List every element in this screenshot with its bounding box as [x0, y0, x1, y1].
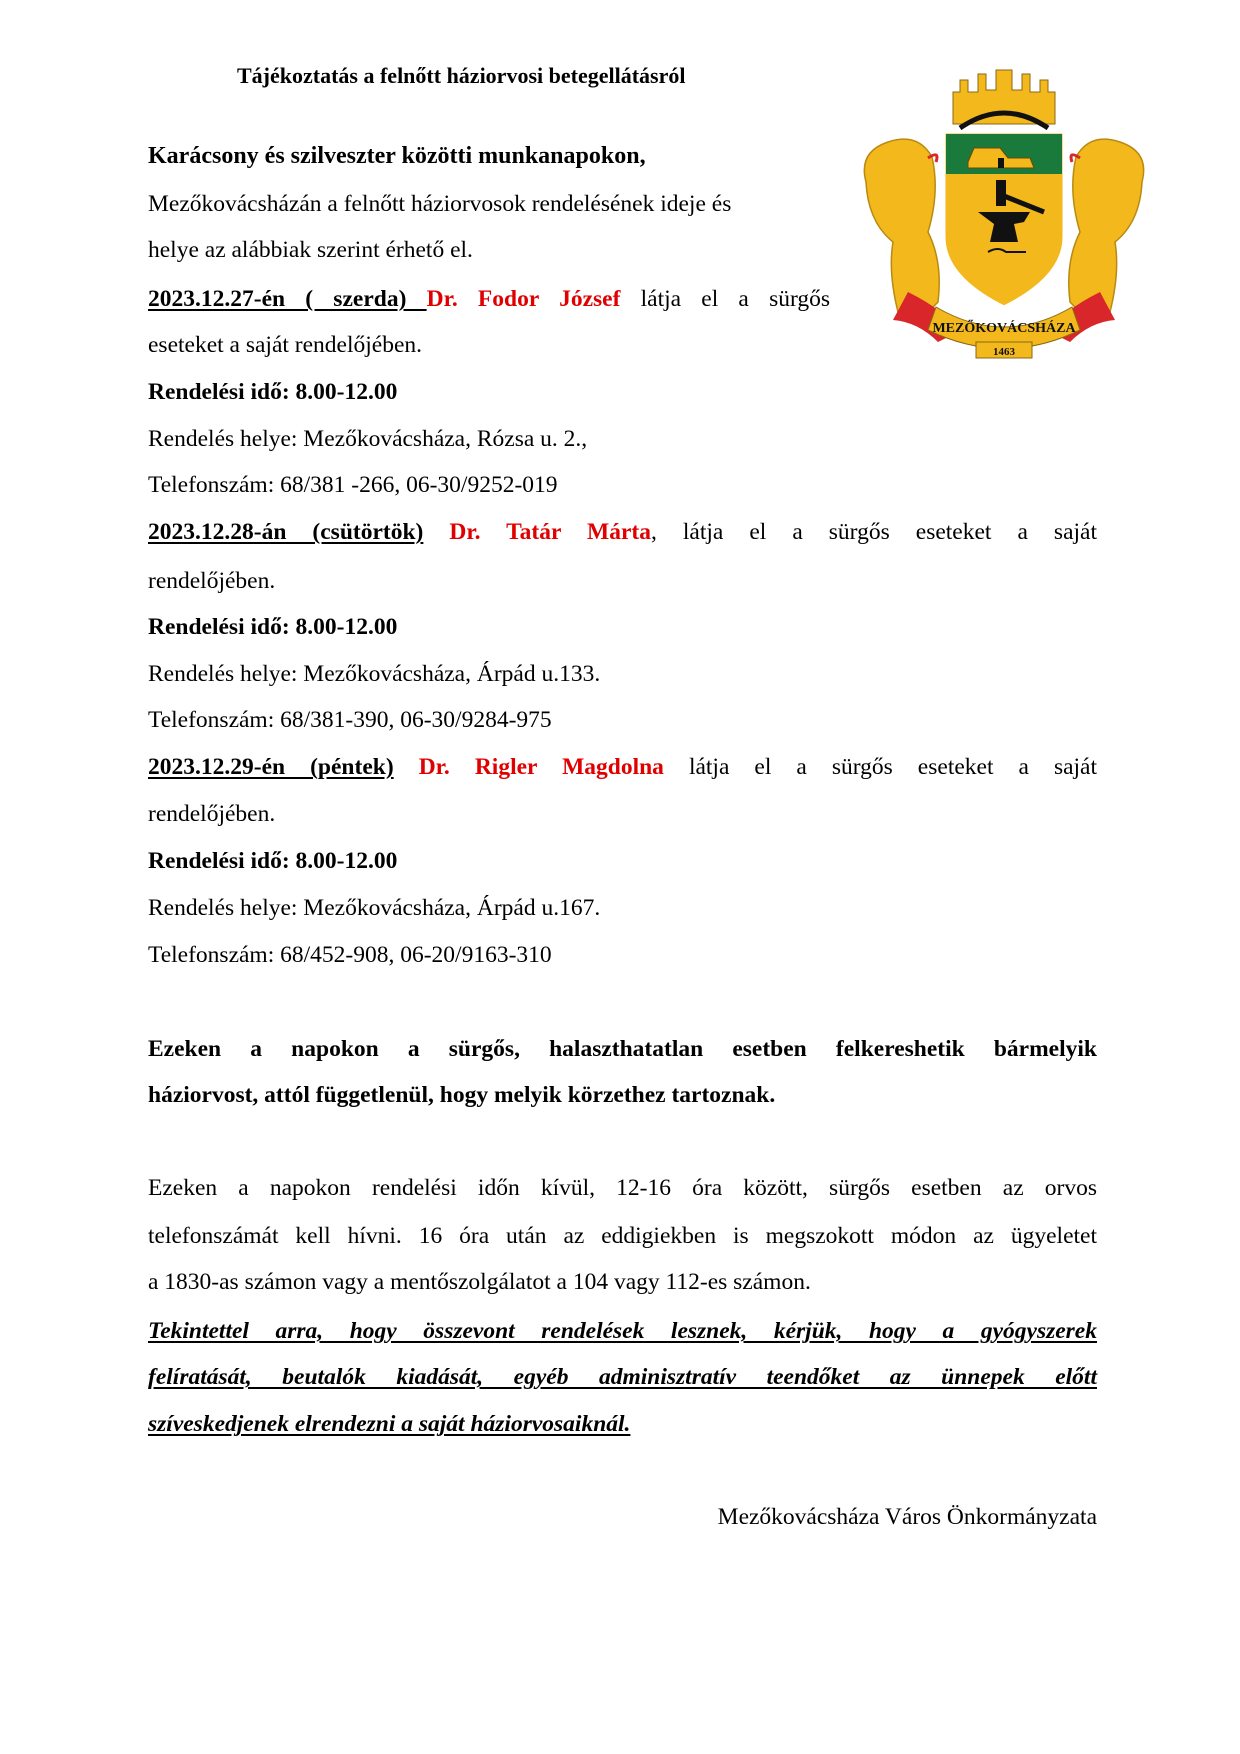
- doctor-name: Dr. Tatár Márta: [449, 519, 651, 545]
- office-hours: Rendelési idő: 8.00-12.00: [148, 379, 398, 405]
- intro-line: Mezőkovácsházán a felnőtt háziorvosok rendelésének ideje és: [148, 191, 732, 217]
- notice-line: szíveskedjenek elrendezni a saját háziorvosaiknál.: [148, 1411, 631, 1437]
- doctor-name: Dr. Fodor József: [426, 286, 621, 312]
- urgent-paragraph-line: háziorvost, attól függetlenül, hogy melyik körzethez tartoznak.: [148, 1082, 776, 1108]
- day-text-cont: rendelőjében.: [148, 568, 276, 594]
- notice-line: felíratását, beutalók kiadását, egyéb adminisztratív teendőket az ünnepek előtt: [148, 1364, 1097, 1390]
- info-paragraph-line: a 1830-as számon vagy a mentőszolgálatot a 104 vagy 112-es számon.: [148, 1269, 811, 1295]
- day-text: látja el a sürgős eseteket a saját: [663, 754, 1098, 780]
- day-date: 2023.12.27-én ( szerda): [148, 286, 427, 312]
- day-date: 2023.12.29-én (péntek): [148, 754, 394, 780]
- page-title: Tájékoztatás a felnőtt háziorvosi betegellátásról: [237, 63, 686, 88]
- info-paragraph-line: telefonszámát kell hívni. 16 óra után az eddigiekben is megszokott módon az ügyeletet: [148, 1223, 1097, 1249]
- doctor-name: Dr. Rigler Magdolna: [418, 754, 664, 780]
- signature: Mezőkovácsháza Város Önkormányzata: [717, 1504, 1097, 1530]
- day-text-cont: rendelőjében.: [148, 801, 276, 827]
- day-entry-heading: [148, 517, 1097, 547]
- office-phone: Telefonszám: 68/381 -266, 06-30/9252-019: [148, 472, 558, 498]
- coat-of-arms-icon: [848, 62, 1160, 362]
- day-text-cont: eseteket a saját rendelőjében.: [148, 332, 423, 358]
- section-heading: Karácsony és szilveszter közötti munkanapokon,: [148, 143, 646, 169]
- day-date: 2023.12.28-án (csütörtök): [148, 519, 424, 545]
- office-phone: Telefonszám: 68/452-908, 06-20/9163-310: [148, 942, 552, 968]
- logo-banner-text: MEZŐKOVÁCSHÁZA: [932, 321, 1076, 336]
- office-phone: Telefonszám: 68/381-390, 06-30/9284-975: [148, 707, 552, 733]
- intro-line: helye az alábbiak szerint érhető el.: [148, 237, 473, 263]
- day-text: , látja el a sürgős eseteket a saját: [650, 519, 1097, 545]
- notice-line: Tekintettel arra, hogy összevont rendelések lesznek, kérjük, hogy a gyógyszerek: [148, 1318, 1097, 1344]
- logo-year: 1463: [993, 346, 1015, 358]
- day-text: látja el a sürgős: [620, 286, 831, 312]
- office-place: Rendelés helye: Mezőkovácsháza, Árpád u.167.: [148, 895, 601, 921]
- office-hours: Rendelési idő: 8.00-12.00: [148, 614, 398, 640]
- office-hours: Rendelési idő: 8.00-12.00: [148, 848, 398, 874]
- day-entry-heading: [148, 284, 830, 314]
- info-paragraph-line: Ezeken a napokon rendelési időn kívül, 12-16 óra között, sürgős esetben az orvos: [148, 1175, 1097, 1201]
- urgent-paragraph-line: Ezeken a napokon a sürgős, halaszthatatlan esetben felkereshetik bármelyik: [148, 1036, 1097, 1062]
- day-entry-heading: [148, 752, 1097, 782]
- office-place: Rendelés helye: Mezőkovácsháza, Rózsa u. 2.,: [148, 426, 588, 452]
- office-place: Rendelés helye: Mezőkovácsháza, Árpád u.133.: [148, 661, 601, 687]
